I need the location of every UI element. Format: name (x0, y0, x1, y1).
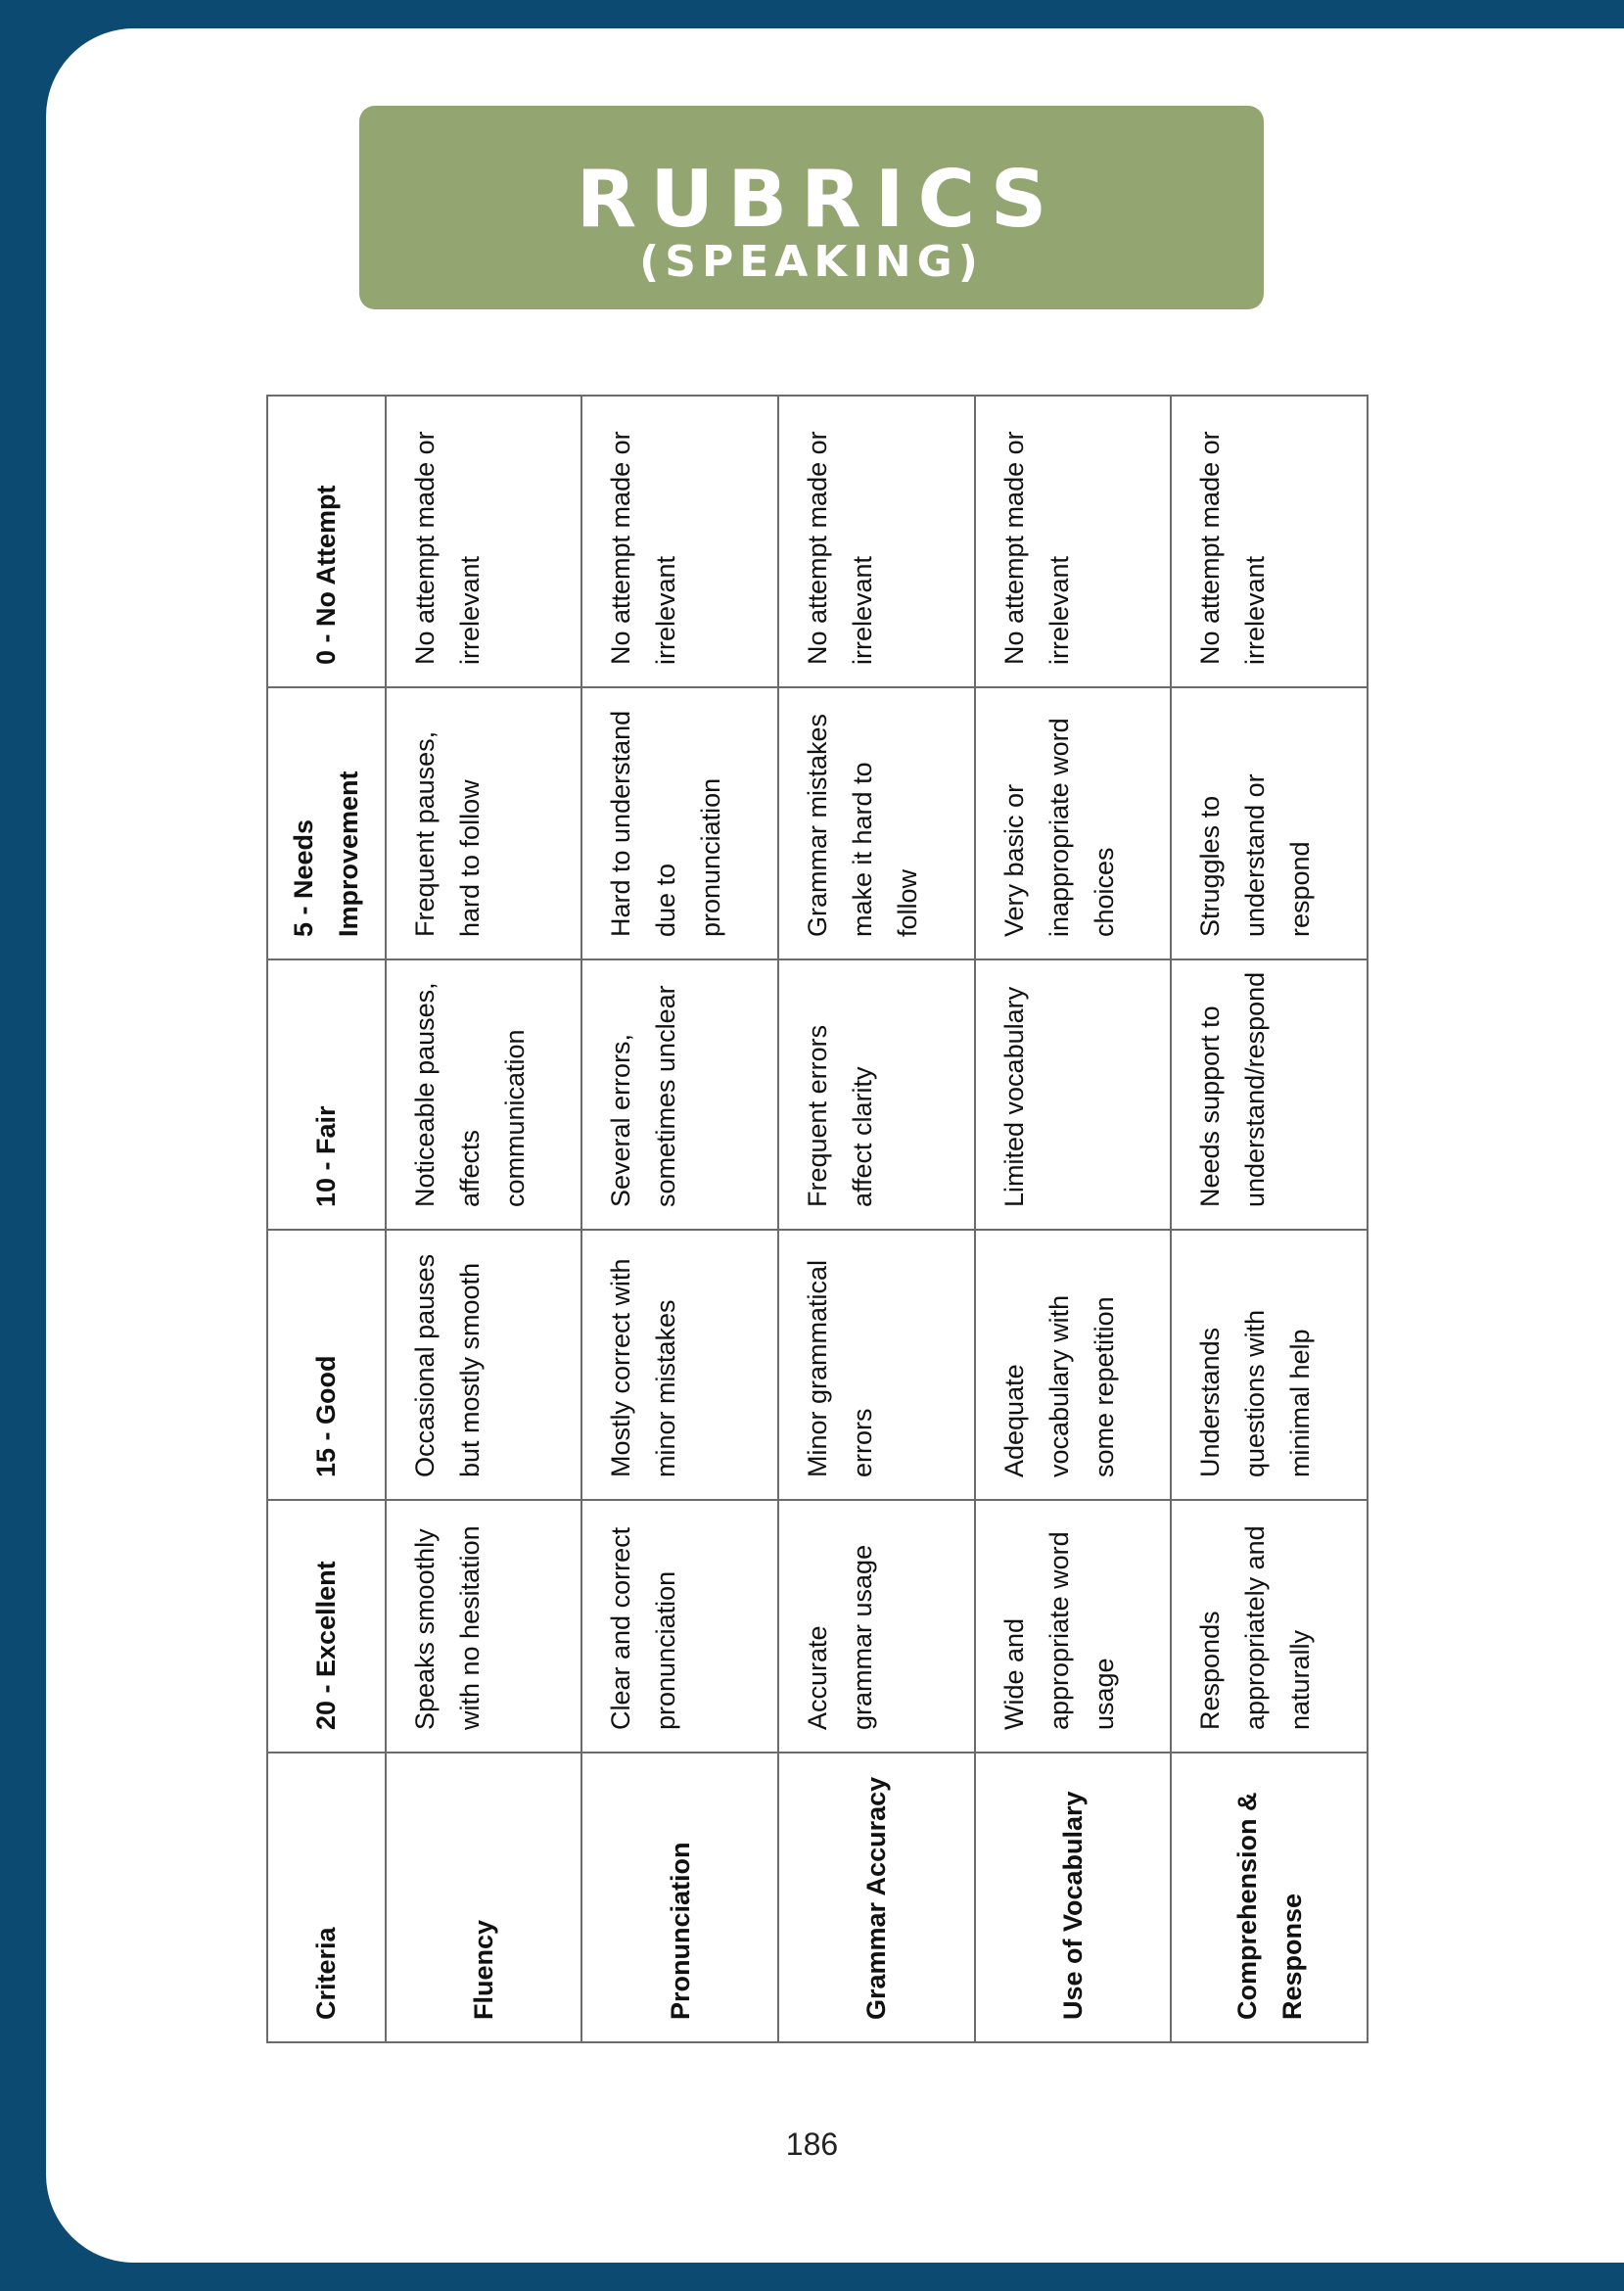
header-criteria: Criteria (267, 1753, 386, 2042)
table-cell: No attempt made or irrelevant (778, 396, 975, 687)
table-row (975, 396, 1172, 2042)
criteria-cell: Fluency (386, 1753, 582, 2042)
criteria-cell: Pronunciation (581, 1753, 778, 2042)
header-excellent: 20 - Excellent (267, 1500, 386, 1753)
table-cell: Clear and correct pronunciation (581, 1500, 778, 1753)
table-cell: Very basic or inappropriate word choices (975, 687, 1172, 959)
criteria-cell: Use of Vocabulary (975, 1753, 1172, 2042)
table-cell: Several errors, sometimes unclear (581, 959, 778, 1230)
table-cell: Understands questions with minimal help (1171, 1230, 1368, 1500)
header-good: 15 - Good (267, 1230, 386, 1500)
table-cell: Grammar mistakes make it hard to follow (778, 687, 975, 959)
table-cell: Speaks smoothly with no hesitation (386, 1500, 582, 1753)
table-cell: Frequent pauses, hard to follow (386, 687, 582, 959)
table-cell: No attempt made or irrelevant (386, 396, 582, 687)
table-row (386, 396, 582, 2042)
table-cell: Hard to understand due to pronunciation (581, 687, 778, 959)
header-no-attempt: 0 - No Attempt (267, 396, 386, 687)
table-cell: Struggles to understand or respond (1171, 687, 1368, 959)
table-cell: Wide and appropriate word usage (975, 1500, 1172, 1753)
criteria-cell: Comprehension & Response (1171, 1753, 1368, 2042)
table-cell: Minor grammatical errors (778, 1230, 975, 1500)
table-cell: Mostly correct with minor mistakes (581, 1230, 778, 1500)
table-row (1171, 396, 1368, 2042)
banner-subtitle: (SPEAKING) (639, 237, 984, 287)
table-cell: Limited vocabulary (975, 959, 1172, 1230)
header-row (267, 396, 386, 2042)
table-cell: No attempt made or irrelevant (975, 396, 1172, 687)
table-cell: Accurate grammar usage (778, 1500, 975, 1753)
title-banner (359, 106, 1264, 309)
header-fair: 10 - Fair (267, 959, 386, 1230)
table-row (581, 396, 778, 2042)
rubric-table-container (266, 397, 1369, 2043)
table-cell: Occasional pauses but mostly smooth (386, 1230, 582, 1500)
table-cell: Frequent errors affect clarity (778, 959, 975, 1230)
page-number: 186 (785, 2127, 839, 2162)
criteria-cell: Grammar Accuracy (778, 1753, 975, 2042)
table-row (778, 396, 975, 2042)
table-cell: Responds appropriately and naturally (1171, 1500, 1368, 1753)
header-needs-improvement: 5 - Needs Improvement (267, 687, 386, 959)
table-cell: Adequate vocabulary with some repetition (975, 1230, 1172, 1500)
table-cell: No attempt made or irrelevant (581, 396, 778, 687)
rubric-table (266, 395, 1369, 2043)
table-cell: Needs support to understand/respond (1171, 959, 1368, 1230)
table-cell: No attempt made or irrelevant (1171, 396, 1368, 687)
banner-title: RUBRICS (576, 154, 1061, 245)
table-cell: Noticeable pauses, affects communication (386, 959, 582, 1230)
